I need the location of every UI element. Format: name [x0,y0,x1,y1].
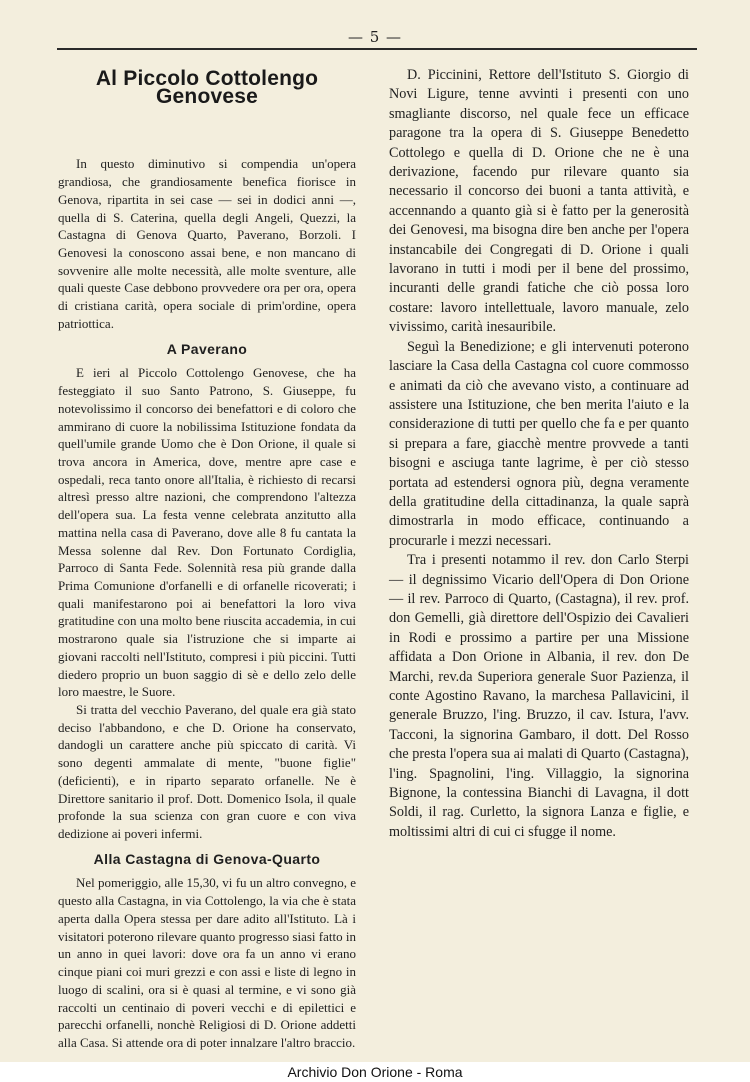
paverano-paragraph-2: Si tratta del vecchio Paverano, del quale era già stato deciso l'abbandono, e che D. Orione ha conservato, dandogli un carattere anche più spiccato di carità. Vi sono degenti ammalate di mente, "buone figlie" (deficienti), e in riparto separato orfanelle. Ne è Direttore sanitario il prof. Dott. Domenico Isola, il quale profonde la sua scienza con gran cuore e con viva dedizione ai poveri infermi. [58,702,356,842]
intro-paragraph: In questo diminutivo si compendia un'opera grandiosa, che grandiosamente benefica fiorisce in Genova, ripartita in sei case — sei in dodici anni —, quella di S. Caterina, quella degli Angeli, Quezzi, la Castagna di Genova Quarto, Paverano, Borzoli. I Genovesi la conoscono assai bene, e non mancano di sovvenire alle molte necessità, alle molte sventure, alle quali queste Case debbono provvedere ora per ora, opera di cristiana carità, opera sociale di prim'ordine, opera patriottica. [58,156,356,331]
section-heading-paverano: A Paverano [166,340,248,357]
right-column [389,66,689,842]
section-heading-castagna: Alla Castagna di Genova-Quarto [93,850,321,867]
page-number: — 5 — [347,28,403,46]
castagna-paragraph-3: Seguì la Benedizione; e gli intervenuti poterono lasciare la Casa della Castagna col cuore commosso e animati da ciò che avevano visto, a continuare ad assistere una Istituzione, che ben merita l'aiuto e la considerazione di tutti per quello che fa e per quanto si prepara a fare, giacchè mentre provvede a tanti bisogni e asciuga tante lagrime, è per ciò stesso portata ad estendersi ognora più, degna veramente della gratitudine della cittadinanza, la quale saprà dimostrarla in modo efficace, continuando a procurarle i mezzi necessari. [389,338,689,549]
castagna-paragraph-2: D. Piccinini, Rettore dell'Istituto S. Giorgio di Novi Ligure, tenne avvinti i presenti con uno smagliante discorso, nel quale fece un efficace paragone tra la opera di S. Giuseppe Benedetto Cottolego e quella di D. Orione che ne è una derivazione, facendo pur rilevare quanto sia necessario il concorso dei buoni a tanta attività, e accennando a quanto già si è fatto per la generosità dei Genovesi, ma bisogna dire ben anche per l'opera instancabile dei Congregati di D. Orione i quali lavorano in tutti i modi per il bene del prossimo, incuranti delle grandi fatiche che ciò possa loro costare: lavoro intellettuale, lavoro manuale, zelo vivissimo, carità inesauribile. [389,67,689,336]
archive-footer: Archivio Don Orione - Roma [287,1064,463,1080]
article-title: Al Piccolo Cottolengo Genovese [95,67,319,108]
castagna-paragraph-4: Tra i presenti notammo il rev. don Carlo Sterpi — il degnissimo Vicario dell'Opera di Don Orione — il rev. Parroco di Quarto, (Castagna), il rev. prof. don Gemelli, già direttore dell'Ospizio dei Cavalieri in Rodi e prossimo a partire per una Missione affidata a Don Orione in Albania, il rev. don De Marchi, rev.da Superiora generale Suor Pazienza, il conte Agostino Ravano, la marchesa Pallavicini, il generale Bruzzo, l'ing. Bruzzo, il cav. Istura, l'avv. Tacconi, la signorina Gambaro, il dott. Del Rosso che presta l'opera sua ai malati di Quarto (Castagna), l'ing. Spagnolini, l'ing. Villaggio, la signorina Bignone, la contessina Bianchi di Lavagna, il dott Soldi, il rag. Curletto, la signora Lanza e figlie, e moltissimi altri di cui ci sfugge il nome. [389,552,689,840]
paverano-paragraph-1: E ieri al Piccolo Cottolengo Genovese, che ha festeggiato il suo Santo Patrono, S. Giuseppe, fu notevolissimo il concorso dei benefattori e di coloro che ammirano di cuore la nobilissima Istituzione fondata da quell'umile grande Uomo che è Don Orione, il quale si trova ancora in America, dove, mentre apre case e ospedali, reca tanto onore all'Italia, è richiesto di recarsi altresì presso altre nazioni, che comprendono l'altezza dell'opera sua. La festa venne celebrata anzitutto alla mattina nella casa di Paverano, dove alle 8 fu cantata la Messa solenne dal Rev. Don Fortunato Cordiglia, Parroco di Santa Fede. Solennità resa più grande dalla Prima Comunione d'orfanelli e di orfanelle ricoverati; i quali manifestarono poi ai benefattori la loro viva gratitudine con una molto bene riuscita accademia, in cui mostrarono quale sia l'istruzione che si imparte ai giovani raccolti nell'Istituto, compresi i più piccini. Tutti diedero proprio un buon saggio di sè e dello zelo delle loro maestre, le Suore. [58,365,356,700]
left-column [58,64,356,1052]
header-rule [57,48,697,50]
castagna-paragraph-1: Nel pomeriggio, alle 15,30, vi fu un altro convegno, e questo alla Castagna, in via Cottolengo, la via che è stata aperta dalla Opera stessa per dare adito all'Istituto. Là i visitatori poterono rilevare quanto progresso siasi fatto in un anno in quei lavori: dove ora fa un anno vi erano cinque piani coi muri grezzi e con assi e liste di legno in luogo di scalini, ora si è quasi al termine, e vi sono già raccolti un centinaio di poveri vecchi e di epilettici e parecchi orfanelli, nonchè Religiosi di D. Orione addetti alla Casa. Si attende ora di poter innalzare l'altro braccio. [58,875,356,1050]
